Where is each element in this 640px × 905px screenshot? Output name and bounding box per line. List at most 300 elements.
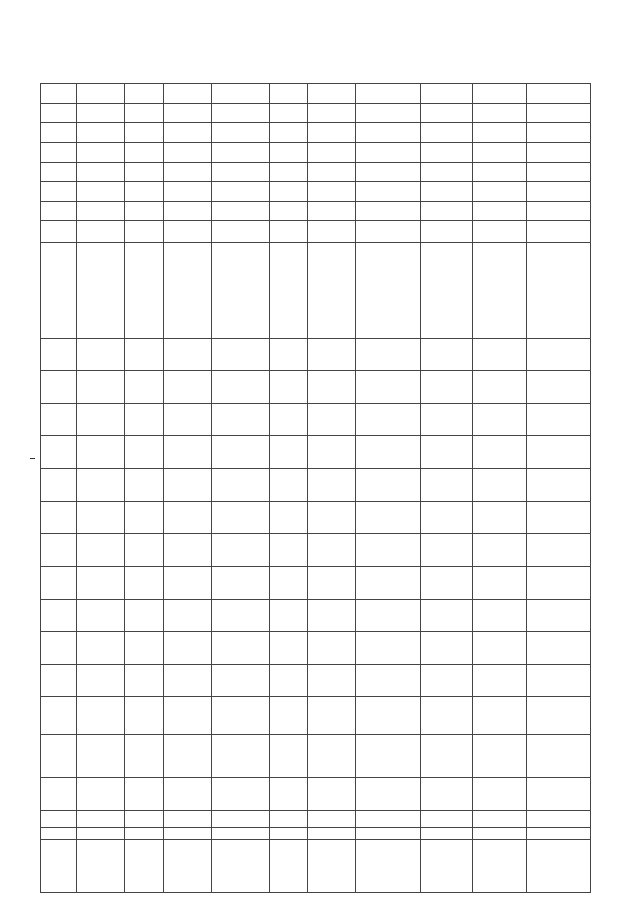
table-cell bbox=[163, 534, 211, 567]
table-header-cell bbox=[41, 735, 77, 778]
table-cell bbox=[77, 243, 125, 338]
table-cell bbox=[308, 599, 356, 632]
table-header-cell bbox=[41, 338, 77, 371]
table-cell bbox=[269, 778, 307, 811]
table-cell bbox=[526, 243, 590, 338]
table-cell bbox=[269, 735, 307, 778]
table-cell bbox=[356, 839, 420, 892]
table-cell bbox=[420, 839, 472, 892]
table-cell bbox=[526, 778, 590, 811]
table-cell bbox=[356, 778, 420, 811]
table-body bbox=[77, 84, 591, 893]
table-cell bbox=[211, 469, 269, 502]
table-row bbox=[420, 84, 472, 893]
table-cell bbox=[308, 810, 356, 827]
table-cell bbox=[308, 182, 356, 202]
table-cell bbox=[356, 182, 420, 202]
table-cell bbox=[420, 735, 472, 778]
table-cell bbox=[472, 103, 526, 123]
rotated-table-wrapper bbox=[40, 83, 520, 893]
table-header-cell bbox=[41, 371, 77, 404]
table-cell bbox=[77, 338, 125, 371]
table-cell bbox=[472, 469, 526, 502]
table-cell bbox=[526, 534, 590, 567]
table-cell bbox=[420, 221, 472, 243]
table-cell bbox=[163, 338, 211, 371]
table-cell bbox=[211, 566, 269, 599]
table-cell bbox=[526, 84, 590, 104]
table-cell bbox=[77, 201, 125, 221]
table-cell bbox=[211, 142, 269, 162]
table-row bbox=[472, 84, 526, 893]
table-cell bbox=[420, 778, 472, 811]
table-cell bbox=[308, 436, 356, 469]
table-cell bbox=[472, 221, 526, 243]
table-cell bbox=[308, 827, 356, 839]
table-row bbox=[211, 84, 269, 893]
table-cell bbox=[472, 735, 526, 778]
table-cell bbox=[269, 827, 307, 839]
table-cell bbox=[472, 371, 526, 404]
table-cell bbox=[526, 810, 590, 827]
table-cell bbox=[420, 599, 472, 632]
table-cell bbox=[163, 182, 211, 202]
table-cell bbox=[125, 697, 163, 735]
table-cell bbox=[356, 735, 420, 778]
table-cell bbox=[308, 162, 356, 182]
table-cell bbox=[125, 599, 163, 632]
table-cell bbox=[472, 182, 526, 202]
table-cell bbox=[308, 103, 356, 123]
table-cell bbox=[163, 436, 211, 469]
table-cell bbox=[125, 664, 163, 697]
table-cell bbox=[308, 371, 356, 404]
table-cell bbox=[163, 599, 211, 632]
table-header-cell bbox=[41, 534, 77, 567]
table-cell bbox=[163, 664, 211, 697]
table-cell bbox=[420, 338, 472, 371]
table-cell bbox=[125, 103, 163, 123]
table-cell bbox=[163, 403, 211, 436]
table-cell bbox=[269, 201, 307, 221]
table-cell bbox=[269, 338, 307, 371]
table-header-cell bbox=[41, 221, 77, 243]
table-row bbox=[269, 84, 307, 893]
table-cell bbox=[125, 501, 163, 534]
table-cell bbox=[269, 534, 307, 567]
table-cell bbox=[420, 501, 472, 534]
table-cell bbox=[77, 778, 125, 811]
table-cell bbox=[77, 84, 125, 104]
table-cell bbox=[211, 371, 269, 404]
table-cell bbox=[472, 697, 526, 735]
table-cell bbox=[211, 403, 269, 436]
table-cell bbox=[356, 632, 420, 665]
table-cell bbox=[526, 735, 590, 778]
table-cell bbox=[163, 162, 211, 182]
table-cell bbox=[308, 735, 356, 778]
table-cell bbox=[269, 243, 307, 338]
table-cell bbox=[125, 123, 163, 143]
table-cell bbox=[163, 371, 211, 404]
table-cell bbox=[77, 827, 125, 839]
table-cell bbox=[77, 599, 125, 632]
table-cell bbox=[420, 182, 472, 202]
table-cell bbox=[163, 839, 211, 892]
table-cell bbox=[420, 810, 472, 827]
table-cell bbox=[308, 221, 356, 243]
table-cell bbox=[125, 534, 163, 567]
table-row bbox=[526, 84, 590, 893]
table-cell bbox=[526, 664, 590, 697]
table-cell bbox=[472, 436, 526, 469]
table-cell bbox=[420, 469, 472, 502]
table-cell bbox=[125, 201, 163, 221]
table-cell bbox=[211, 221, 269, 243]
table-cell bbox=[163, 697, 211, 735]
table-cell bbox=[269, 103, 307, 123]
table-cell bbox=[269, 664, 307, 697]
table-cell bbox=[472, 84, 526, 104]
table-row bbox=[356, 84, 420, 893]
table-cell bbox=[77, 469, 125, 502]
table-cell bbox=[211, 103, 269, 123]
table-header-cell bbox=[41, 839, 77, 892]
table-cell bbox=[472, 142, 526, 162]
table-cell bbox=[420, 142, 472, 162]
table-cell bbox=[125, 566, 163, 599]
table-cell bbox=[163, 201, 211, 221]
table-cell bbox=[308, 778, 356, 811]
table-cell bbox=[269, 599, 307, 632]
table-cell bbox=[125, 469, 163, 502]
table-cell bbox=[77, 566, 125, 599]
table-header-cell bbox=[41, 142, 77, 162]
table-cell bbox=[163, 501, 211, 534]
table-cell bbox=[356, 566, 420, 599]
table-cell bbox=[163, 469, 211, 502]
table-cell bbox=[356, 201, 420, 221]
table-cell bbox=[77, 221, 125, 243]
table-cell bbox=[356, 810, 420, 827]
table-cell bbox=[526, 338, 590, 371]
table-cell bbox=[526, 839, 590, 892]
table-header-cell bbox=[41, 162, 77, 182]
table-cell bbox=[211, 501, 269, 534]
table-cell bbox=[308, 697, 356, 735]
table-cell bbox=[356, 84, 420, 104]
table-cell bbox=[308, 123, 356, 143]
table-cell bbox=[163, 735, 211, 778]
table-header-cell bbox=[41, 827, 77, 839]
table-cell bbox=[269, 221, 307, 243]
table-cell bbox=[472, 162, 526, 182]
table-cell bbox=[420, 162, 472, 182]
table-cell bbox=[526, 566, 590, 599]
table-cell bbox=[308, 84, 356, 104]
table-cell bbox=[356, 162, 420, 182]
table-row bbox=[163, 84, 211, 893]
table-cell bbox=[269, 162, 307, 182]
table-cell bbox=[356, 103, 420, 123]
table-cell bbox=[77, 371, 125, 404]
table-cell bbox=[472, 501, 526, 534]
table-cell bbox=[211, 201, 269, 221]
table-row bbox=[125, 84, 163, 893]
table-header-cell bbox=[41, 84, 77, 104]
table-cell bbox=[472, 778, 526, 811]
table-cell bbox=[77, 534, 125, 567]
table-cell bbox=[526, 632, 590, 665]
table-cell bbox=[420, 632, 472, 665]
table-cell bbox=[308, 243, 356, 338]
table-cell bbox=[526, 827, 590, 839]
table-cell bbox=[356, 501, 420, 534]
table-cell bbox=[356, 403, 420, 436]
table-cell bbox=[526, 221, 590, 243]
table-cell bbox=[77, 123, 125, 143]
table-cell bbox=[269, 566, 307, 599]
table-cell bbox=[526, 501, 590, 534]
table-header-cell bbox=[41, 182, 77, 202]
table-cell bbox=[308, 403, 356, 436]
table-cell bbox=[526, 182, 590, 202]
table-cell bbox=[308, 338, 356, 371]
table-cell bbox=[125, 371, 163, 404]
table-cell bbox=[77, 664, 125, 697]
table-cell bbox=[356, 469, 420, 502]
table-cell bbox=[77, 839, 125, 892]
table-cell bbox=[269, 469, 307, 502]
table-cell bbox=[269, 697, 307, 735]
table-header-cell bbox=[41, 697, 77, 735]
table-cell bbox=[269, 632, 307, 665]
table-cell bbox=[211, 664, 269, 697]
table-cell bbox=[269, 810, 307, 827]
table-cell bbox=[526, 469, 590, 502]
table-cell bbox=[125, 338, 163, 371]
table-cell bbox=[420, 664, 472, 697]
table-cell bbox=[77, 162, 125, 182]
table-cell bbox=[125, 436, 163, 469]
table-cell bbox=[472, 810, 526, 827]
table-cell bbox=[77, 436, 125, 469]
table-cell bbox=[125, 142, 163, 162]
table-cell bbox=[211, 436, 269, 469]
table-header-row bbox=[41, 84, 77, 893]
table-cell bbox=[269, 371, 307, 404]
table-cell bbox=[420, 436, 472, 469]
table-cell bbox=[526, 142, 590, 162]
table-cell bbox=[356, 697, 420, 735]
table-cell bbox=[356, 436, 420, 469]
table-cell bbox=[472, 839, 526, 892]
table-cell bbox=[472, 201, 526, 221]
table-cell bbox=[163, 827, 211, 839]
table-cell bbox=[211, 810, 269, 827]
table-cell bbox=[472, 664, 526, 697]
table-cell bbox=[472, 599, 526, 632]
table-cell bbox=[125, 827, 163, 839]
table-cell bbox=[125, 221, 163, 243]
table-cell bbox=[420, 84, 472, 104]
table-cell bbox=[125, 735, 163, 778]
table-header-cell bbox=[41, 436, 77, 469]
table-cell bbox=[420, 243, 472, 338]
table-cell bbox=[269, 123, 307, 143]
table-header-cell bbox=[41, 810, 77, 827]
table-cell bbox=[77, 103, 125, 123]
table-cell bbox=[308, 632, 356, 665]
table-cell bbox=[211, 599, 269, 632]
table-header-cell bbox=[41, 403, 77, 436]
data-table bbox=[40, 83, 591, 893]
table-cell bbox=[356, 664, 420, 697]
table-cell bbox=[308, 839, 356, 892]
table-cell bbox=[125, 810, 163, 827]
table-cell bbox=[420, 697, 472, 735]
table-cell bbox=[211, 735, 269, 778]
scan-mark bbox=[30, 458, 35, 459]
table-cell bbox=[163, 221, 211, 243]
table-cell bbox=[308, 142, 356, 162]
table-cell bbox=[269, 84, 307, 104]
table-cell bbox=[526, 103, 590, 123]
table-cell bbox=[356, 243, 420, 338]
table-cell bbox=[420, 566, 472, 599]
table-cell bbox=[125, 778, 163, 811]
table-cell bbox=[125, 84, 163, 104]
table-cell bbox=[211, 827, 269, 839]
table-cell bbox=[163, 632, 211, 665]
table-cell bbox=[308, 664, 356, 697]
table-cell bbox=[356, 142, 420, 162]
table-header-cell bbox=[41, 123, 77, 143]
table-cell bbox=[211, 534, 269, 567]
table-cell bbox=[526, 123, 590, 143]
table-cell bbox=[211, 839, 269, 892]
table-cell bbox=[163, 566, 211, 599]
table-cell bbox=[356, 534, 420, 567]
table-cell bbox=[77, 632, 125, 665]
table-cell bbox=[125, 182, 163, 202]
table-cell bbox=[356, 827, 420, 839]
table-cell bbox=[472, 403, 526, 436]
table-cell bbox=[472, 566, 526, 599]
table-cell bbox=[308, 469, 356, 502]
table-cell bbox=[472, 243, 526, 338]
table-cell bbox=[163, 778, 211, 811]
table-cell bbox=[211, 84, 269, 104]
table-cell bbox=[163, 243, 211, 338]
table-cell bbox=[526, 436, 590, 469]
table-cell bbox=[77, 697, 125, 735]
table-cell bbox=[472, 534, 526, 567]
table-cell bbox=[211, 697, 269, 735]
table-cell bbox=[163, 123, 211, 143]
table-cell bbox=[269, 182, 307, 202]
table-row bbox=[308, 84, 356, 893]
table-cell bbox=[420, 534, 472, 567]
table-cell bbox=[125, 403, 163, 436]
table-cell bbox=[125, 839, 163, 892]
table-cell bbox=[125, 632, 163, 665]
table-cell bbox=[526, 403, 590, 436]
table-cell bbox=[77, 142, 125, 162]
table-cell bbox=[420, 103, 472, 123]
table-cell bbox=[420, 403, 472, 436]
table-cell bbox=[77, 810, 125, 827]
table-header-cell bbox=[41, 566, 77, 599]
table-header-cell bbox=[41, 469, 77, 502]
table-header-cell bbox=[41, 501, 77, 534]
table-cell bbox=[211, 338, 269, 371]
table-cell bbox=[269, 436, 307, 469]
table-row bbox=[77, 84, 125, 893]
table-cell bbox=[356, 221, 420, 243]
table-header-cell bbox=[41, 599, 77, 632]
table-cell bbox=[211, 632, 269, 665]
table-cell bbox=[526, 371, 590, 404]
table-header-cell bbox=[41, 664, 77, 697]
table-cell bbox=[526, 201, 590, 221]
table-cell bbox=[526, 697, 590, 735]
table-cell bbox=[163, 810, 211, 827]
table-cell bbox=[211, 123, 269, 143]
table-header-cell bbox=[41, 243, 77, 338]
table-header-cell bbox=[41, 778, 77, 811]
table-cell bbox=[308, 501, 356, 534]
table-cell bbox=[420, 827, 472, 839]
table-cell bbox=[211, 778, 269, 811]
table-cell bbox=[211, 162, 269, 182]
table-cell bbox=[77, 403, 125, 436]
table-cell bbox=[308, 566, 356, 599]
table-cell bbox=[77, 182, 125, 202]
table-cell bbox=[356, 599, 420, 632]
table-cell bbox=[420, 123, 472, 143]
table-cell bbox=[163, 84, 211, 104]
table-cell bbox=[163, 142, 211, 162]
table-cell bbox=[356, 371, 420, 404]
table-cell bbox=[472, 632, 526, 665]
table-cell bbox=[125, 162, 163, 182]
table-cell bbox=[211, 243, 269, 338]
table-cell bbox=[269, 403, 307, 436]
table-cell bbox=[526, 599, 590, 632]
table-cell bbox=[526, 162, 590, 182]
table-cell bbox=[420, 371, 472, 404]
table-cell bbox=[269, 142, 307, 162]
table-header-cell bbox=[41, 201, 77, 221]
table-cell bbox=[472, 827, 526, 839]
table-cell bbox=[269, 501, 307, 534]
table-cell bbox=[77, 501, 125, 534]
table-cell bbox=[356, 338, 420, 371]
table-cell bbox=[308, 534, 356, 567]
table-cell bbox=[269, 839, 307, 892]
table-cell bbox=[211, 182, 269, 202]
table-cell bbox=[472, 123, 526, 143]
table-cell bbox=[163, 103, 211, 123]
table-cell bbox=[308, 201, 356, 221]
table-cell bbox=[356, 123, 420, 143]
table-cell bbox=[420, 201, 472, 221]
table-header-cell bbox=[41, 632, 77, 665]
table-cell bbox=[472, 338, 526, 371]
table-cell bbox=[125, 243, 163, 338]
table-header-cell bbox=[41, 103, 77, 123]
